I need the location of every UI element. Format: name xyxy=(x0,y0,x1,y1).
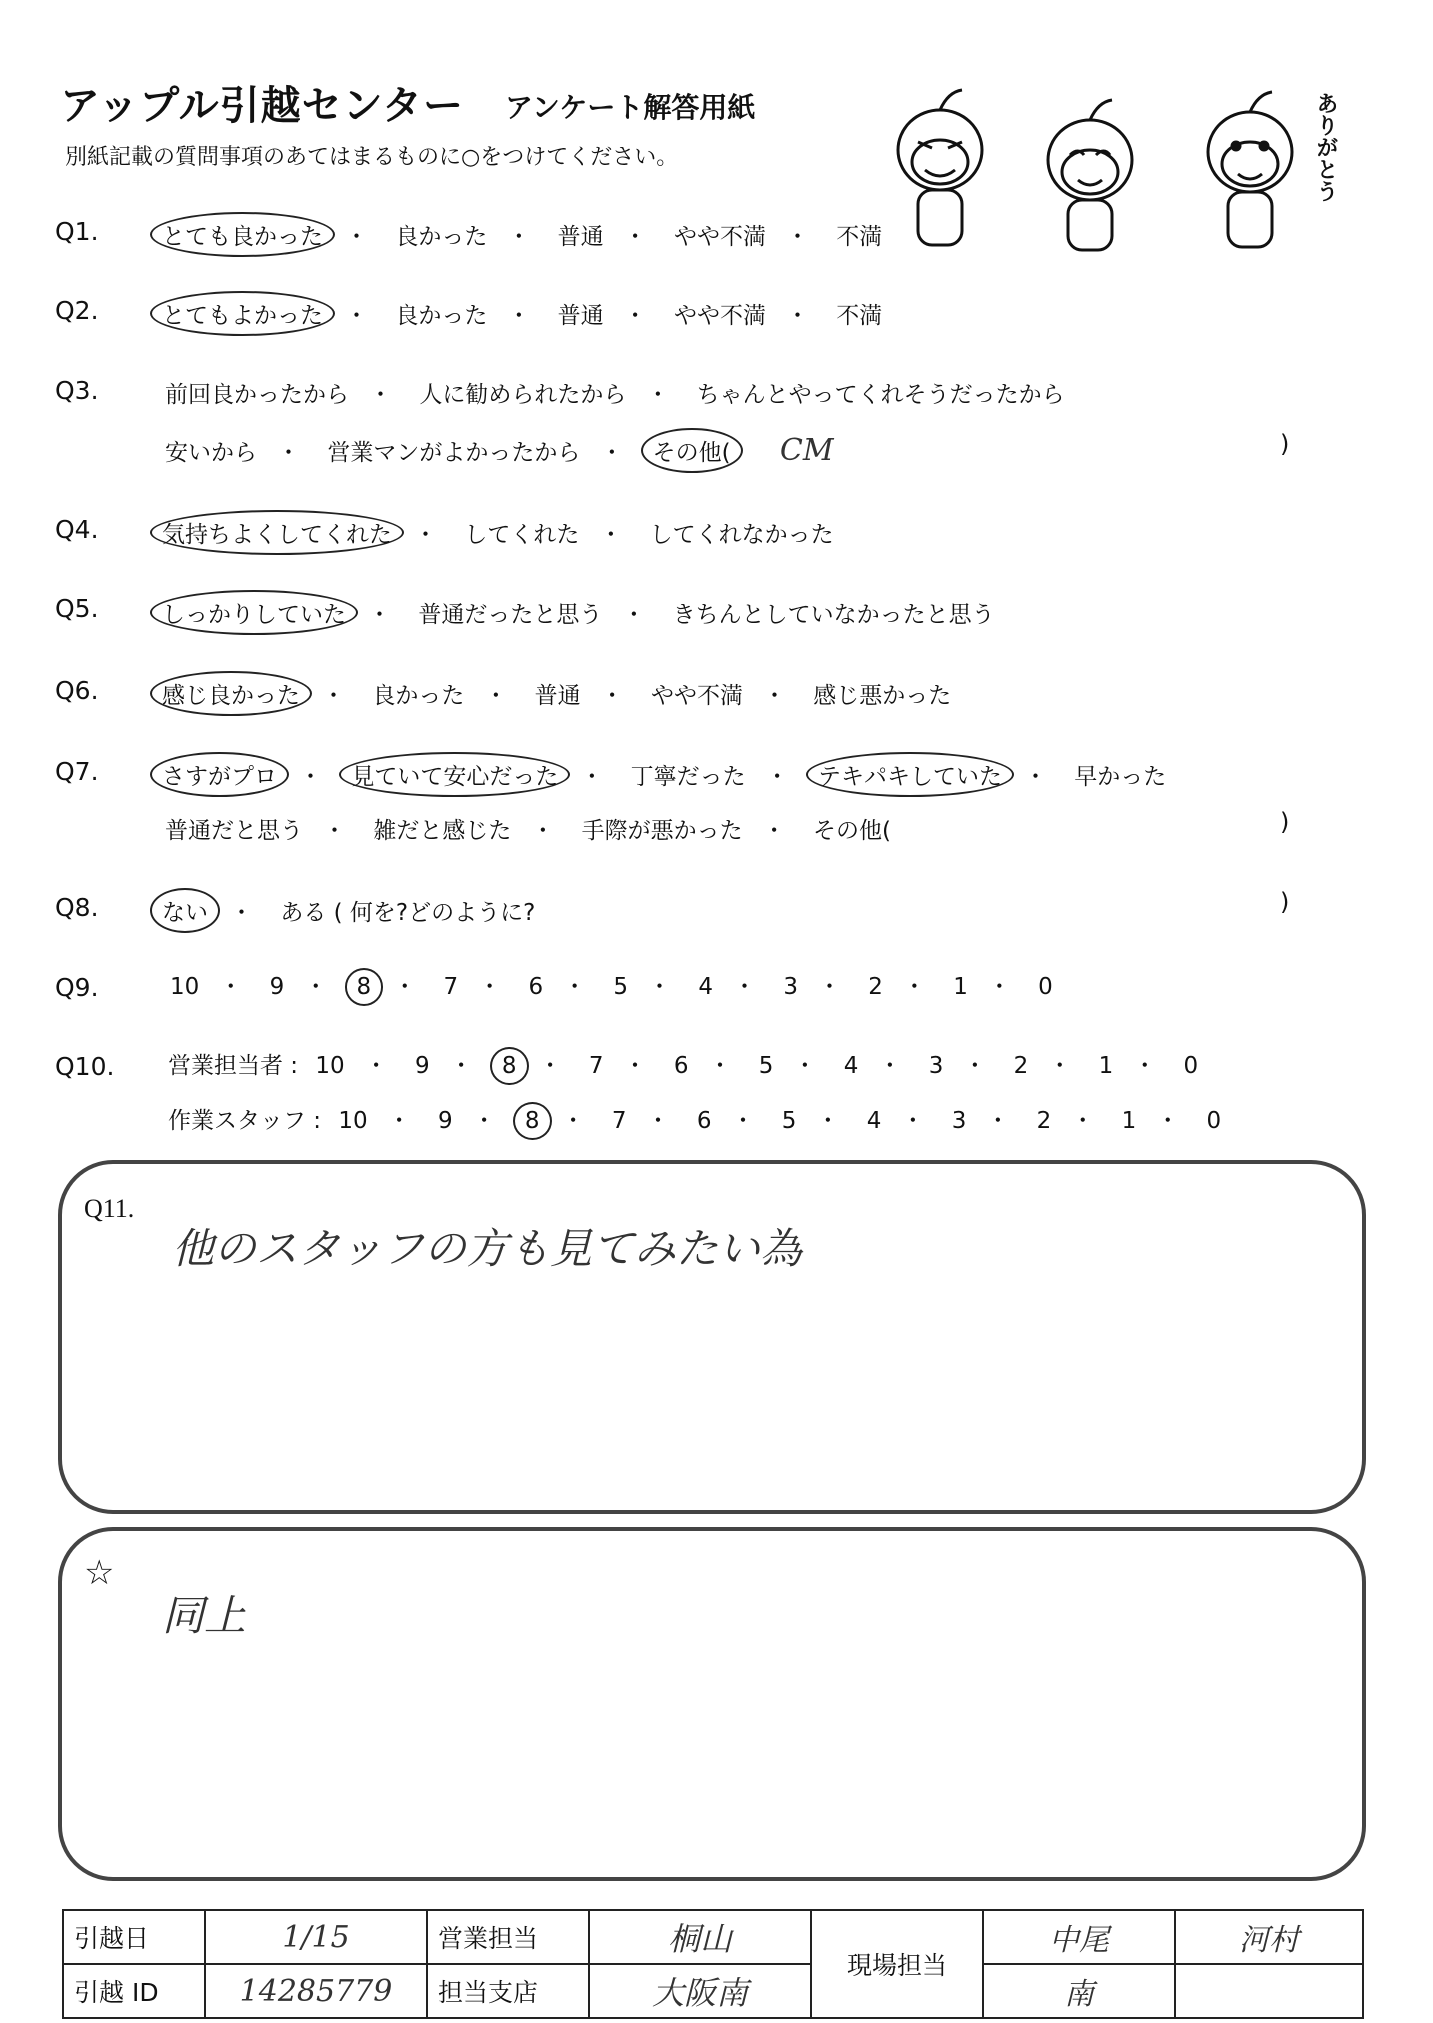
q9-score[interactable]: 3 xyxy=(783,974,798,1000)
q7-option[interactable]: 雑だと感じた xyxy=(373,818,512,844)
q10-sales-score[interactable]: 0 xyxy=(1183,1053,1199,1079)
footer-row xyxy=(63,1910,1363,1964)
q9-scale: 10 ・ 9 ・ 8 ・ 7 ・ 6 ・ 5 ・ 4 ・ 3 ・ 2 ・ 1 ・ 0 xyxy=(160,968,1063,1006)
q2-option[interactable]: 普通 xyxy=(557,303,604,329)
sales-value: 桐山 xyxy=(589,1910,811,1964)
q5-options: しっかりしていた ・ 普通だったと思う ・ きちんとしていなかったと思う xyxy=(150,590,1005,635)
q1-option[interactable]: 不満 xyxy=(836,224,883,250)
q4-label: Q4. xyxy=(55,515,99,544)
q2-option[interactable]: とてもよかった xyxy=(150,291,335,336)
q10-staff-score[interactable]: 5 xyxy=(781,1108,797,1134)
star-answer: 同上 xyxy=(162,1591,247,1640)
q9-score[interactable]: 10 xyxy=(170,974,200,1000)
q7-label: Q7. xyxy=(55,757,99,786)
q10-staff-score[interactable]: 4 xyxy=(866,1108,882,1134)
q3-option[interactable]: 営業マンがよかったから xyxy=(327,440,581,466)
q1-option[interactable]: 良かった xyxy=(395,224,488,250)
q10-sales-score[interactable]: 10 xyxy=(315,1053,345,1079)
monkey-icon xyxy=(898,90,982,245)
q7-option[interactable]: 普通だと思う xyxy=(165,818,303,844)
footer-table xyxy=(62,1909,1364,2019)
q10-sales-score[interactable]: 1 xyxy=(1098,1053,1114,1079)
site-value-3: 南 xyxy=(983,1964,1175,2018)
q7-option[interactable]: 手際が悪かった xyxy=(581,818,743,844)
q6-option[interactable]: 普通 xyxy=(534,683,581,709)
q3-option-other[interactable]: その他( xyxy=(641,428,743,473)
q3-option[interactable]: 人に勧められたから xyxy=(419,382,627,408)
monkey-icon xyxy=(1208,92,1292,247)
q3-option[interactable]: 前回良かったから xyxy=(165,382,349,408)
q10-label: Q10. xyxy=(55,1052,115,1081)
q10-sales-score[interactable]: 6 xyxy=(673,1053,689,1079)
monkey-icon xyxy=(1048,100,1132,250)
q9-score[interactable]: 7 xyxy=(443,974,459,1000)
q9-score[interactable]: 0 xyxy=(1038,974,1053,1000)
q7-option[interactable]: 丁寧だった xyxy=(630,764,746,790)
q1-option[interactable]: とても良かった xyxy=(150,212,335,257)
q8-option[interactable]: ない xyxy=(150,888,220,933)
q5-option[interactable]: 普通だったと思う xyxy=(418,602,603,628)
site-value-1: 中尾 xyxy=(983,1910,1175,1964)
q7-option[interactable]: 早かった xyxy=(1074,764,1167,790)
site-value-2: 河村 xyxy=(1175,1910,1363,1964)
q10-staff-score[interactable]: 1 xyxy=(1121,1108,1137,1134)
q10-sales-score[interactable]: 4 xyxy=(843,1053,859,1079)
site-empty-cell xyxy=(1175,1964,1363,2018)
thanks-text: ありがとう xyxy=(1313,92,1338,202)
q2-options: とてもよかった ・ 良かった ・ 普通 ・ やや不満 ・ 不満 xyxy=(150,291,892,336)
q11-label: Q11. xyxy=(84,1194,135,1223)
q10-staff-row: 作業スタッフ : 10 ・ 9 ・ 8 ・ 7 ・ 6 ・ 5 ・ 4 ・ 3 ・ 2 ・ 1 ・ 0 xyxy=(168,1102,1231,1140)
q2-option[interactable]: 良かった xyxy=(395,303,488,329)
q2-option[interactable]: やや不満 xyxy=(673,303,766,329)
q9-label: Q9. xyxy=(55,973,99,1002)
q10-staff-score[interactable]: 3 xyxy=(951,1108,967,1134)
q1-option[interactable]: やや不満 xyxy=(673,224,766,250)
q3-label: Q3. xyxy=(55,376,99,405)
q10-staff-score[interactable]: 10 xyxy=(338,1108,368,1134)
q9-score[interactable]: 6 xyxy=(528,974,544,1000)
q5-option[interactable]: しっかりしていた xyxy=(150,590,358,635)
q6-option[interactable]: 感じ悪かった xyxy=(813,683,952,709)
company-title: アップル引越センター xyxy=(60,83,464,129)
move-date-value: 1/15 xyxy=(205,1910,427,1964)
q2-label: Q2. xyxy=(55,296,99,325)
q7-options-line2: 普通だと思う ・ 雑だと感じた ・ 手際が悪かった ・ その他( xyxy=(155,808,901,849)
q5-option[interactable]: きちんとしていなかったと思う xyxy=(672,602,995,628)
star-icon: ☆ xyxy=(84,1555,115,1592)
q10-staff-score[interactable]: 2 xyxy=(1036,1108,1052,1134)
q6-option[interactable]: やや不満 xyxy=(650,683,743,709)
q8-label: Q8. xyxy=(55,893,99,922)
q8-options: ない ・ ある ( 何を?どのように? xyxy=(150,888,545,933)
q10-sales-score[interactable]: 5 xyxy=(758,1053,774,1079)
q10-staff-score[interactable]: 8 xyxy=(513,1102,552,1140)
q7-options-line1: さすがプロ ・ 見ていて安心だった ・ 丁寧だった ・ テキパキしていた ・ 早かった xyxy=(150,752,1176,797)
q1-label: Q1. xyxy=(55,217,99,246)
move-id-value: 14285779 xyxy=(205,1964,427,2018)
q2-option[interactable]: 不満 xyxy=(836,303,883,329)
q10-staff-score[interactable]: 9 xyxy=(437,1108,453,1134)
q9-score[interactable]: 2 xyxy=(868,974,883,1000)
q7-close-paren: ) xyxy=(1280,808,1290,836)
q10-sales-score[interactable]: 3 xyxy=(928,1053,944,1079)
q4-option[interactable]: 気持ちよくしてくれた xyxy=(150,510,404,555)
q10-sales-row: 営業担当者 : 10 ・ 9 ・ 8 ・ 7 ・ 6 ・ 5 ・ 4 ・ 3 ・ 2 ・ 1 ・ 0 xyxy=(168,1047,1208,1085)
q3-other-answer: CM xyxy=(779,433,834,468)
q6-option[interactable]: 感じ良かった xyxy=(150,671,312,716)
q11-answer: 他のスタッフの方も見てみたい為 xyxy=(172,1224,803,1273)
q6-option[interactable]: 良かった xyxy=(372,683,465,709)
q9-score[interactable]: 4 xyxy=(698,974,713,1000)
q6-label: Q6. xyxy=(55,676,99,705)
q3-option[interactable]: ちゃんとやってくれそうだったから xyxy=(696,382,1065,408)
site-label: 現場担当 xyxy=(811,1910,983,2018)
monkey-mascot-illustration xyxy=(880,70,1340,255)
q1-options: とても良かった ・ 良かった ・ 普通 ・ やや不満 ・ 不満 xyxy=(150,212,892,257)
q7-option-other[interactable]: その他( xyxy=(812,818,891,844)
q10-staff-score[interactable]: 7 xyxy=(611,1108,627,1134)
q10-sales-score[interactable]: 7 xyxy=(588,1053,604,1079)
q8-option[interactable]: ある ( 何を?どのように? xyxy=(280,900,536,926)
q9-score[interactable]: 9 xyxy=(269,974,285,1000)
q7-option[interactable]: さすがプロ xyxy=(150,752,289,797)
move-id-label: 引越 ID xyxy=(63,1964,205,2018)
q3-options-line2: 安いから ・ 営業マンがよかったから ・ その他( CM xyxy=(155,428,834,473)
q3-close-paren: ) xyxy=(1280,430,1290,458)
q10-staff-score[interactable]: 0 xyxy=(1206,1108,1222,1134)
survey-subtitle: アンケート解答用紙 xyxy=(505,91,756,124)
q10-sales-score[interactable]: 8 xyxy=(490,1047,529,1085)
sales-label: 営業担当 xyxy=(427,1910,589,1964)
q10-staff-score[interactable]: 6 xyxy=(696,1108,712,1134)
q7-option[interactable]: 見ていて安心だった xyxy=(339,752,570,797)
move-date-label: 引越日 xyxy=(63,1910,205,1964)
instruction-text: 別紙記載の質問事項のあてはまるものに○をつけてください。 xyxy=(65,145,679,170)
q9-score[interactable]: 5 xyxy=(613,974,629,1000)
q9-score[interactable]: 8 xyxy=(345,968,384,1006)
q6-options: 感じ良かった ・ 良かった ・ 普通 ・ やや不満 ・ 感じ悪かった xyxy=(150,671,961,716)
q10-sales-label: 営業担当者 : xyxy=(168,1053,299,1079)
q4-option[interactable]: してくれた xyxy=(464,522,580,548)
q11-comment-box[interactable] xyxy=(58,1160,1366,1514)
footer-row xyxy=(63,1964,1363,2018)
star-comment-box[interactable] xyxy=(58,1527,1366,1881)
q10-staff-label: 作業スタッフ : xyxy=(168,1108,322,1134)
q7-option[interactable]: テキパキしていた xyxy=(806,752,1014,797)
q4-options: 気持ちよくしてくれた ・ してくれた ・ してくれなかった xyxy=(150,510,844,555)
q5-label: Q5. xyxy=(55,594,99,623)
q3-option[interactable]: 安いから xyxy=(165,440,257,466)
q9-score[interactable]: 1 xyxy=(953,974,968,1000)
branch-value: 大阪南 xyxy=(589,1964,811,2018)
q1-option[interactable]: 普通 xyxy=(557,224,604,250)
q10-sales-score[interactable]: 9 xyxy=(414,1053,430,1079)
q8-close-paren: ) xyxy=(1280,888,1290,916)
q4-option[interactable]: してくれなかった xyxy=(649,522,834,548)
branch-label: 担当支店 xyxy=(427,1964,589,2018)
q3-options-line1: 前回良かったから ・ 人に勧められたから ・ ちゃんとやってくれそうだったから xyxy=(155,372,1075,413)
q10-sales-score[interactable]: 2 xyxy=(1013,1053,1029,1079)
